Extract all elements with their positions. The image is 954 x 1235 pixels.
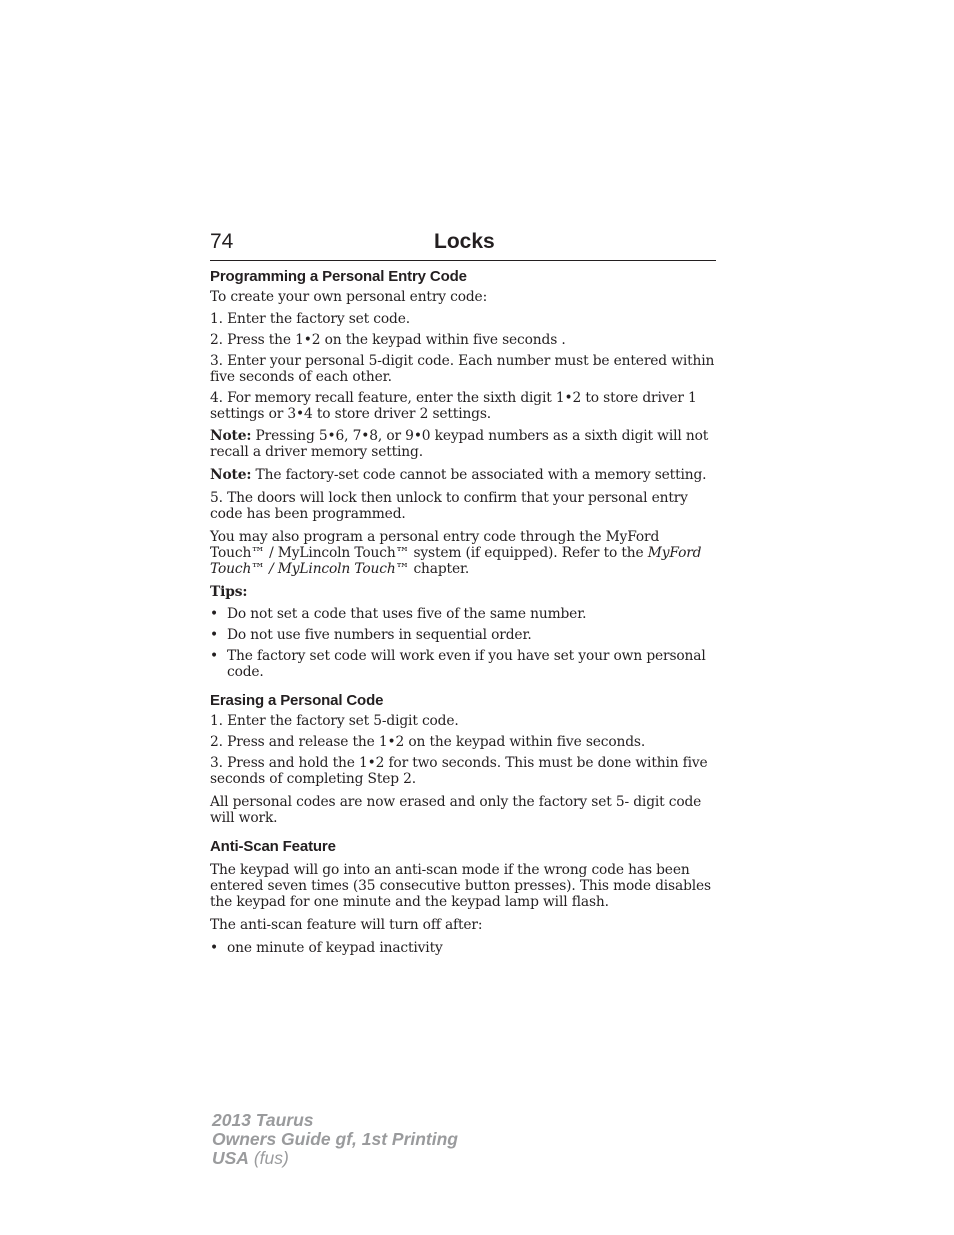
note-text: The factory-set code cannot be associated with a memory setting.: [251, 467, 707, 483]
erasing-result: All personal codes are now erased and only the factory set 5- digit code will work.: [210, 794, 702, 826]
note-1: [210, 428, 716, 460]
page-number: 74: [210, 230, 234, 253]
tips-label: Tips:: [210, 584, 248, 600]
tip-item: • The factory set code will work even if you have set your own personal code.: [210, 648, 706, 680]
erasing-step-3: 3. Press and hold the 1•2 for two seconds. This must be done within five seconds of completing Step 2.: [210, 755, 708, 787]
bullet-icon: •: [210, 606, 218, 622]
bullet-icon: •: [210, 627, 218, 643]
note-2: [210, 467, 716, 483]
erasing-step-1: 1. Enter the factory set 5-digit code.: [210, 713, 459, 729]
bullet-icon: •: [210, 940, 218, 956]
footer-region: USA (fus): [212, 1148, 289, 1168]
tip-item: • Do not use five numbers in sequential order.: [210, 627, 532, 643]
tip-item: • Do not set a code that uses five of the same number.: [210, 606, 587, 622]
page-content: [210, 266, 716, 956]
note-text: Pressing 5•6, 7•8, or 9•0 keypad numbers as a sixth digit will not recall a driver memory setting.: [210, 428, 709, 460]
myford-chapter-reference: MyFord Touch™ / MyLincoln Touch: [210, 545, 702, 577]
antiscan-item: • one minute of keypad inactivity: [210, 940, 443, 956]
programming-step-2: 2. Press the 1•2 on the keypad within five seconds .: [210, 332, 566, 348]
note-label: Note:: [210, 467, 252, 483]
footer-edition: Owners Guide gf, 1st Printing: [212, 1129, 458, 1149]
programming-step-3: 3. Enter your personal 5-digit code. Each number must be entered within five seconds of each other.: [210, 353, 715, 385]
note-label: Note:: [210, 428, 252, 444]
section-heading-antiscan: Anti-Scan Feature: [210, 838, 336, 855]
section-heading-erasing: Erasing a Personal Code: [210, 692, 384, 709]
page-header: [210, 229, 716, 261]
footer: [212, 1111, 458, 1168]
bullet-icon: •: [210, 648, 218, 664]
programming-step-4: 4. For memory recall feature, enter the sixth digit 1•2 to store driver 1 settings or 3•4 to store driver 2 settings.: [210, 390, 697, 422]
section-heading-programming: Programming a Personal Entry Code: [210, 268, 467, 285]
erasing-step-2: 2. Press and release the 1•2 on the keypad within five seconds.: [210, 734, 646, 750]
programming-step-5: 5. The doors will lock then unlock to confirm that your personal entry code has been programmed.: [210, 490, 688, 522]
programming-step-1: 1. Enter the factory set code.: [210, 311, 410, 327]
myford-text-end: ™ chapter.: [395, 561, 470, 577]
antiscan-paragraph-1: The keypad will go into an anti-scan mode if the wrong code has been entered seven times (35 consecutive button presses). This mode disables the keypad for one minute and the keypad lamp will flash.: [210, 862, 711, 910]
programming-intro: To create your own personal entry code:: [210, 289, 488, 305]
footer-model: 2013 Taurus: [212, 1110, 314, 1130]
antiscan-paragraph-2: The anti-scan feature will turn off after:: [210, 917, 483, 933]
myford-touch-paragraph: [210, 529, 716, 577]
page-title: Locks: [434, 230, 495, 253]
myford-text: You may also program a personal entry code through the MyFord Touch™ / MyLincoln Touch™ system (if equipped). Refer to the: [210, 529, 660, 561]
